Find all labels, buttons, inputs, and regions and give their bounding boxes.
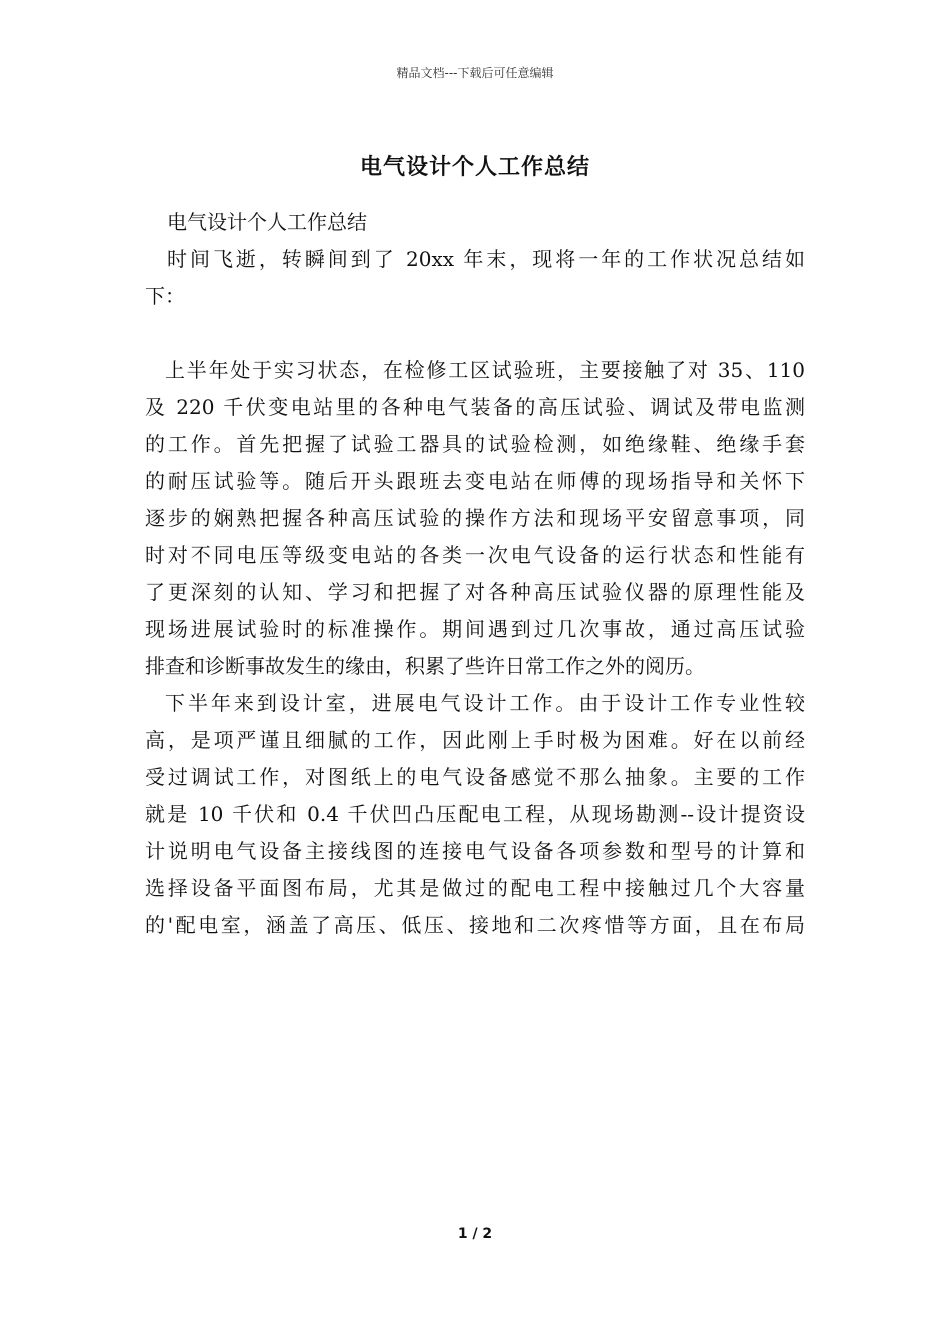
paragraph-line: 受过调试工作，对图纸上的电气设备感觉不那么抽象。主要的工作	[145, 765, 805, 789]
paragraph-first-half-year	[145, 352, 805, 685]
paragraph-line: 现场进展试验时的标准操作。期间遇到过几次事故，通过高压试验	[145, 617, 805, 641]
paragraph-line: 了更深刻的认知、学习和把握了对各种高压试验仪器的原理性能及	[145, 580, 805, 604]
document-subtitle: 电气设计个人工作总结	[167, 210, 367, 234]
paragraph-line: 的工作。首先把握了试验工器具的试验检测，如绝缘鞋、绝缘手套	[145, 432, 805, 456]
paragraph-line: 及 220 千伏变电站里的各种电气装备的高压试验、调试及带电监测	[145, 395, 805, 419]
header-note: 精品文档---下载后可任意编辑	[396, 66, 554, 80]
document-body	[145, 204, 805, 944]
intro-paragraph	[145, 241, 805, 315]
paragraph-line: 选择设备平面图布局，尤其是做过的配电工程中接触过几个大容量	[145, 876, 805, 900]
document-title: 电气设计个人工作总结	[359, 154, 590, 180]
blank-line	[145, 315, 805, 352]
page-number: 1 / 2	[457, 1226, 493, 1242]
paragraph-second-half-year	[145, 685, 805, 944]
paragraph-line: 下：	[145, 284, 185, 308]
paragraph-line: 时间飞逝，转瞬间到了 20xx 年末，现将一年的工作状况总结如	[167, 247, 805, 271]
paragraph-line: 排查和诊断事故发生的缘由，积累了些许日常工作之外的阅历。	[145, 654, 705, 678]
paragraph-line: 上半年处于实习状态，在检修工区试验班，主要接触了对 35、110	[165, 358, 805, 382]
paragraph-line: 时对不同电压等级变电站的各类一次电气设备的运行状态和性能有	[145, 543, 805, 567]
paragraph-line: 逐步的娴熟把握各种高压试验的操作方法和现场平安留意事项，同	[145, 506, 805, 530]
paragraph-line: 的耐压试验等。随后开头跟班去变电站在师傅的现场指导和关怀下	[145, 469, 805, 493]
paragraph-line: 高，是项严谨且细腻的工作，因此刚上手时极为困难。好在以前经	[145, 728, 805, 752]
paragraph-line: 下半年来到设计室，进展电气设计工作。由于设计工作专业性较	[165, 691, 805, 715]
paragraph-line: 就是 10 千伏和 0.4 千伏凹凸压配电工程，从现场勘测--设计提资设	[145, 802, 805, 826]
paragraph-line: 计说明电气设备主接线图的连接电气设备各项参数和型号的计算和	[145, 839, 805, 863]
paragraph-line: 的'配电室，涵盖了高压、低压、接地和二次疼惜等方面，且在布局	[145, 913, 805, 937]
